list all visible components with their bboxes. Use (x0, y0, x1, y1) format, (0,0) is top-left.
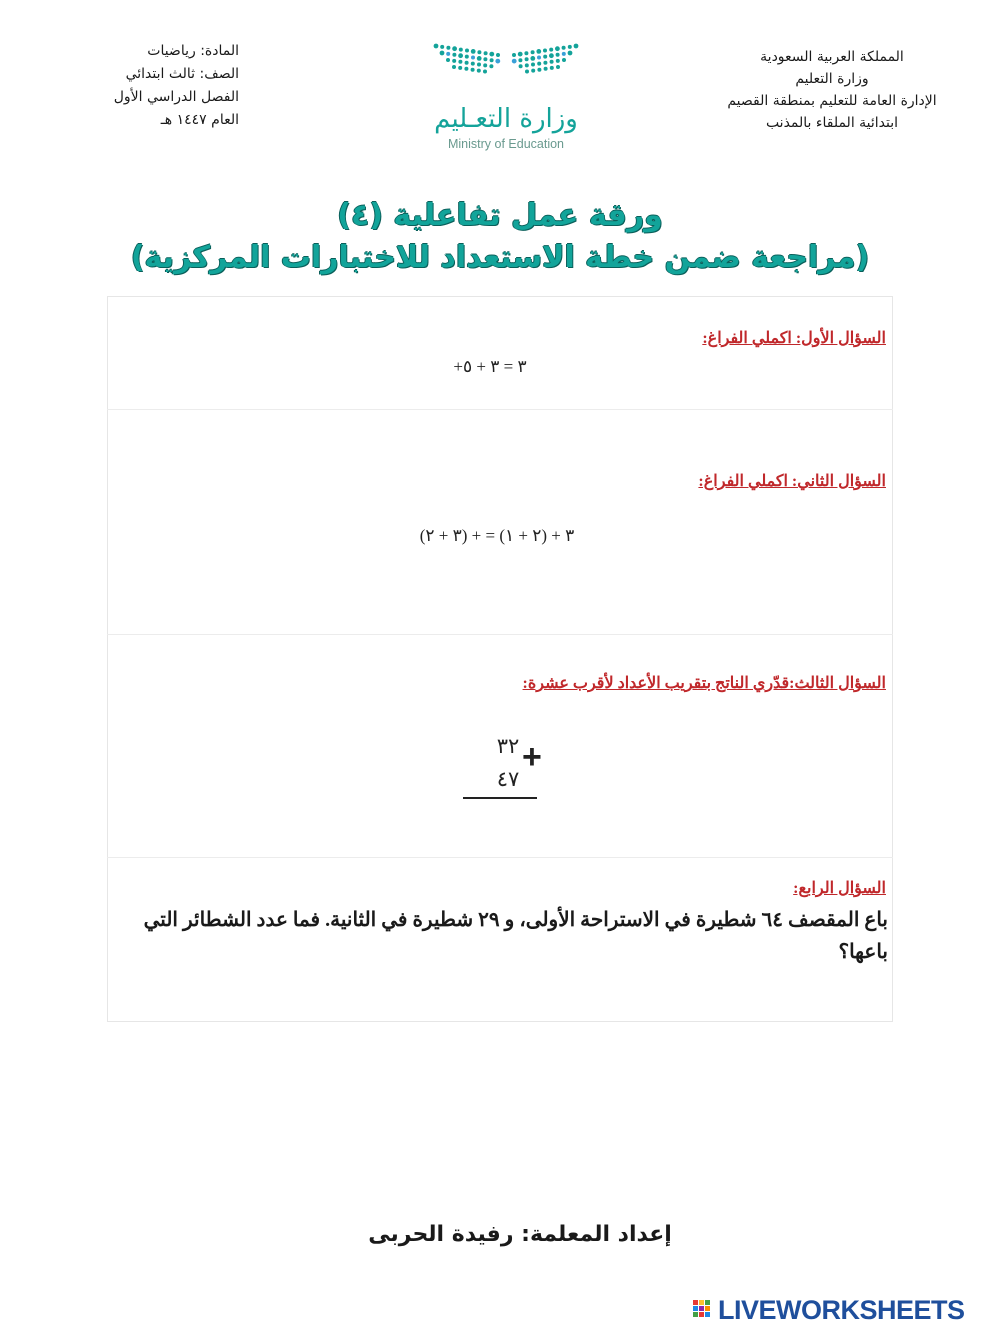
question-2-label: السؤال الثاني: اكملي الفراغ: (698, 473, 886, 490)
logo-dot (543, 61, 547, 65)
logo-dot (556, 53, 560, 57)
teacher-credit: إعداد المعلمة: رفيدة الحربى (368, 1222, 672, 1247)
addend-top: ٣٢ (496, 734, 520, 758)
logo-dot (459, 48, 463, 52)
logo-dot (465, 49, 469, 53)
logo-dot (531, 63, 535, 67)
question-2-equation: (٣ + ٢) + = ٣ + (٢ + ١) (419, 526, 575, 545)
logo-dot (483, 63, 487, 67)
logo-dot (483, 70, 487, 74)
logo-dot (536, 49, 541, 54)
question-4-label: السؤال الرابع: (793, 880, 886, 897)
logo-dot (550, 60, 554, 64)
grade-line: الصف: ثالث ابتدائي (125, 66, 239, 82)
logo-dot (525, 57, 529, 61)
logo-dot (440, 45, 444, 49)
divider (107, 634, 893, 635)
logo-dot (489, 52, 494, 57)
question-3-label: السؤال الثالث:قدّري الناتج بتقريب الأعداد لأقرب عشرة: (522, 675, 886, 692)
question-1-label: السؤال الأول: اكملي الفراغ: (702, 330, 886, 347)
logo-dot (549, 53, 554, 58)
logo-dot (537, 56, 541, 60)
logo-dot (519, 64, 523, 68)
divider (107, 409, 893, 410)
addend-bottom: ٤٧ (496, 767, 520, 791)
logo-dot (471, 56, 475, 60)
logo-dot (477, 63, 481, 67)
directorate-line: الإدارة العامة للتعليم بمنطقة القصيم (727, 93, 937, 109)
logo-dot (562, 52, 566, 56)
logo-dot (549, 48, 553, 52)
logo-dot (489, 64, 493, 68)
ministry-line: وزارة التعليم (795, 71, 869, 87)
logo-dot (452, 59, 456, 63)
logo-dot (458, 66, 462, 70)
logo-dot (477, 69, 481, 73)
logo-dot (446, 58, 450, 62)
logo-dot (568, 51, 573, 56)
logo-dot (452, 53, 456, 57)
logo-english-text: Ministry of Education (447, 137, 565, 151)
logo-dot (458, 60, 462, 64)
logo-dot (440, 51, 445, 56)
logo-dot (524, 51, 528, 55)
answer-line (463, 797, 537, 799)
liveworksheets-wordmark: LIVEWORKSHEETS (718, 1294, 965, 1325)
logo-dot (525, 70, 529, 74)
subject-line: المادة: رياضيات (147, 43, 239, 59)
logo-dot (446, 46, 450, 50)
logo-dot (556, 59, 560, 63)
semester-line: الفصل الدراسي الأول (113, 89, 239, 105)
plus-sign: + (522, 738, 542, 776)
logo-dot (477, 56, 482, 61)
logo-dot (531, 69, 535, 73)
logo-dot (543, 49, 547, 53)
logo-dot (562, 58, 566, 62)
logo-dot (496, 53, 500, 57)
logo-dot (550, 66, 554, 70)
logo-dot (477, 50, 481, 54)
year-line: العام ١٤٤٧ هـ (160, 112, 239, 128)
worksheet-title: ورقة عمل تفاعلية (٤) (337, 198, 663, 233)
logo-dot (531, 50, 535, 54)
question-4-text: باع المقصف ٦٤ شطيرة في الاستراحة الأولى، و ٢٩ شطيرة في الثانية. فما عدد الشطائر التي باعها؟ (143, 909, 888, 963)
header-subject-info (86, 40, 261, 132)
logo-dot (490, 58, 494, 62)
logo-dot (512, 59, 517, 64)
logo-dot (446, 52, 450, 56)
logo-dot (525, 63, 529, 67)
logo-dot (471, 49, 476, 54)
logo-dot (483, 57, 487, 61)
school-line: ابتدائية الملقاء بالمذنب (765, 115, 899, 131)
logo-arabic-text: وزارة التعـليم (434, 104, 578, 134)
logo-dot (458, 53, 463, 58)
logo-dot (562, 46, 566, 50)
liveworksheets-logo (692, 1295, 965, 1325)
logo-dot (465, 61, 469, 65)
liveworksheets-icon (692, 1297, 718, 1323)
logo-dot (518, 58, 522, 62)
logo-dot (530, 56, 535, 61)
worksheet-subtitle: (مراجعة ضمن خطة الاستعداد للاختبارات المركزية) (130, 240, 870, 275)
logo-dot (465, 55, 469, 59)
logo-dot (452, 65, 456, 69)
logo-dot (537, 62, 541, 66)
logo-dot (471, 68, 475, 72)
logo-dot (518, 52, 523, 57)
logo-dot (452, 46, 457, 51)
logo-dot (434, 44, 439, 49)
logo-dot (544, 67, 548, 71)
logo-dot (537, 68, 541, 72)
logo-dot (464, 67, 468, 71)
logo-dot (471, 62, 475, 66)
divider (107, 857, 893, 858)
logo-dot (555, 46, 560, 51)
country-line: المملكة العربية السعودية (760, 49, 904, 65)
header-school-info (692, 46, 972, 134)
question-1-equation: +٣ = ٣ + ٥ (453, 357, 527, 376)
logo-dot (543, 55, 547, 59)
logo-dot (495, 59, 500, 64)
logo-dot (568, 45, 572, 49)
logo-dot (512, 53, 516, 57)
logo-dot (484, 51, 488, 55)
logo-dot (574, 44, 579, 49)
logo-dot (556, 65, 560, 69)
